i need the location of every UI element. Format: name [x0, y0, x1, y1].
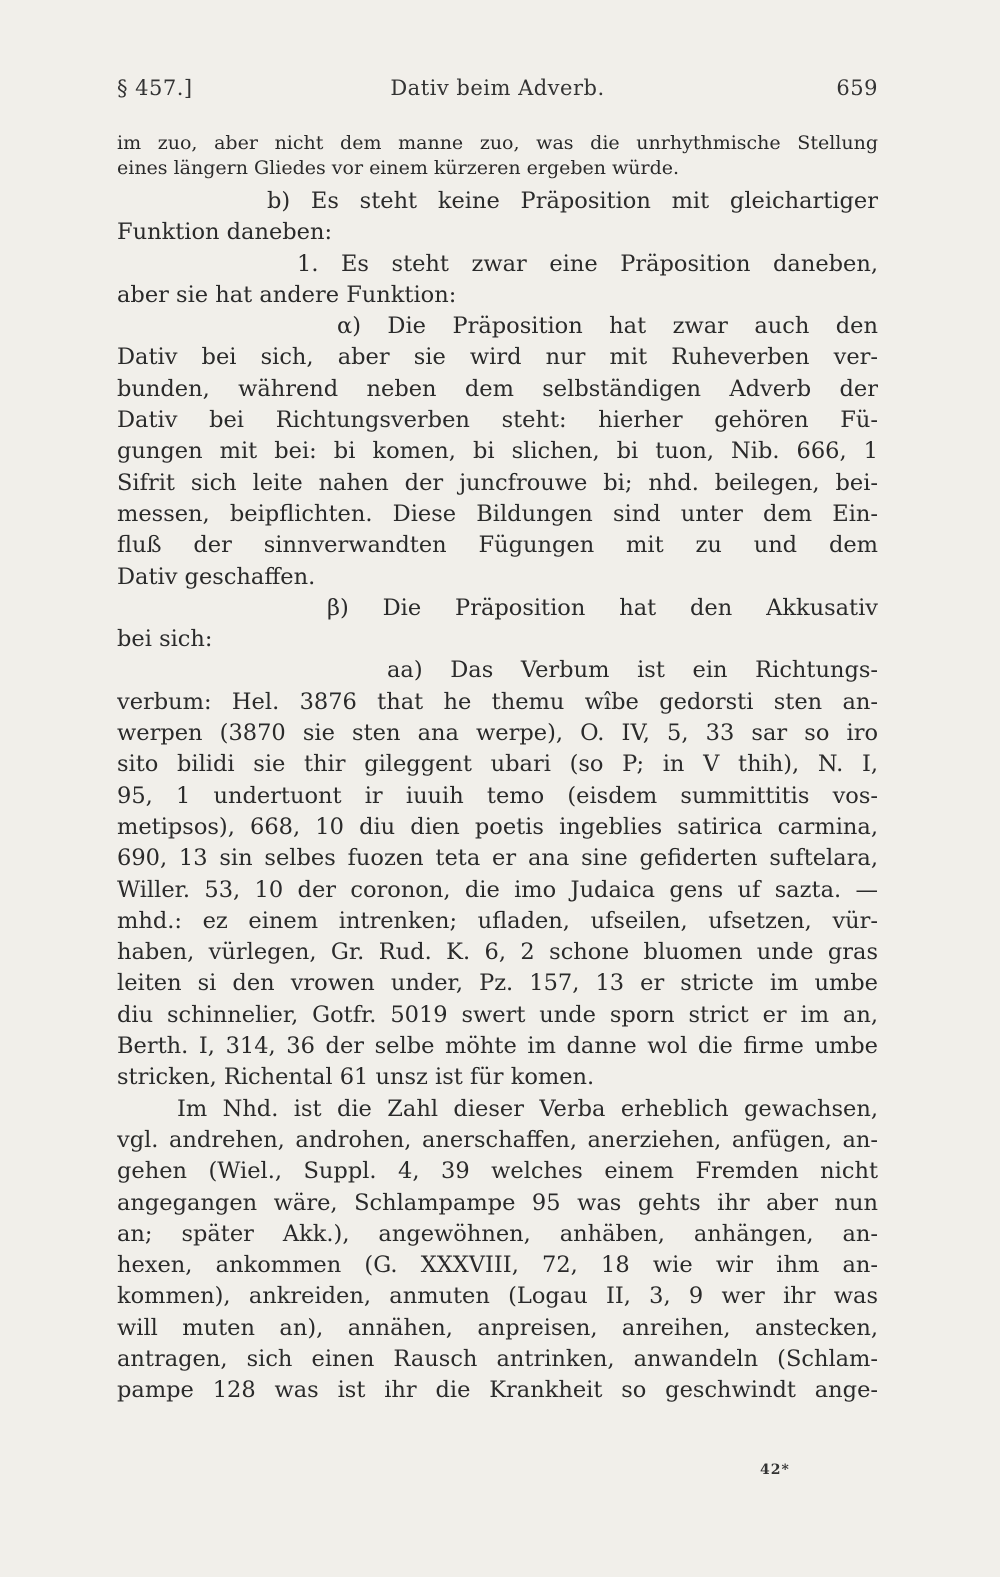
paragraph — [117, 186, 878, 249]
text-line: b) Es steht keine Präposition mit gleichartiger — [267, 188, 878, 214]
text-line: Dativ bei Richtungsverben steht: hierher gehören Fü- — [117, 407, 878, 434]
text-line: Berth. I, 314, 36 der selbe möhte im danne wol die firme umbe — [117, 1033, 878, 1060]
page-number: 659 — [836, 76, 878, 100]
text-line: vgl. andrehen, androhen, anerschaffen, anerziehen, anfügen, an- — [117, 1126, 878, 1153]
text-line: metipsos), 668, 10 diu dien poetis ingeblies satirica carmina, — [117, 813, 878, 840]
text-line: bei sich: — [117, 626, 213, 653]
body-text — [117, 131, 878, 1407]
text-line: diu schinnelier, Gotfr. 5019 swert unde sporn strict er im an, — [117, 1001, 878, 1028]
text-line: β) Die Präposition hat den Akkusativ — [327, 594, 878, 621]
text-line: Willer. 53, 10 der coronon, die imo Judaica gens uf sazta. — — [117, 876, 878, 903]
text-line: sito bilidi sie thir gileggent ubari (so P; in V thih), N. I, — [117, 751, 878, 778]
text-line: Im Nhd. ist die Zahl dieser Verba erheblich gewachsen, — [177, 1095, 878, 1122]
text-line: verbum: Hel. 3876 that he themu wîbe gedorsti sten an- — [117, 688, 878, 715]
paragraph — [117, 249, 878, 312]
text-line: werpen (3870 sie sten ana werpe), O. IV, 5, 33 sar so iro — [117, 720, 878, 747]
text-line: mhd.: ez einem intrenken; ufladen, ufseilen, ufsetzen, vür- — [117, 907, 878, 934]
text-line: aber sie hat andere Funktion: — [117, 281, 457, 308]
text-line: eines längern Gliedes vor einem kürzeren ergeben würde. — [117, 156, 680, 179]
text-line: Funktion daneben: — [117, 219, 333, 246]
text-line: bunden, während neben dem selbständigen Adverb der — [117, 375, 878, 402]
text-line: hexen, ankommen (G. XXXVIII, 72, 18 wie wir ihm an- — [117, 1252, 878, 1279]
signature-mark: 42* — [760, 1462, 790, 1478]
text-line: 690, 13 sin selbes fuozen teta er ana sine gefiderten suftelara, — [117, 845, 878, 872]
section-number: § 457.] — [117, 76, 193, 100]
paragraph — [117, 655, 878, 1093]
text-line: will muten an), annähen, anpreisen, anreihen, anstecken, — [117, 1314, 878, 1341]
text-line: kommen), ankreiden, anmuten (Logau II, 3, 9 wer ihr was — [117, 1283, 878, 1310]
text-line: α) Die Präposition hat zwar auch den — [337, 313, 878, 340]
text-line: pampe 128 was ist ihr die Krankheit so geschwindt ange- — [117, 1377, 878, 1404]
paragraph — [117, 131, 878, 180]
text-line: Dativ bei sich, aber sie wird nur mit Ruheverben ver- — [117, 344, 878, 371]
paragraph — [117, 1094, 878, 1407]
text-line: gungen mit bei: bi komen, bi slichen, bi tuon, Nib. 666, 1 — [117, 438, 878, 465]
text-line: fluß der sinnverwandten Fügungen mit zu und dem — [117, 532, 878, 559]
text-line: an; später Akk.), angewöhnen, anhäben, anhängen, an- — [117, 1220, 878, 1247]
text-line: angegangen wäre, Schlampampe 95 was gehts ihr aber nun — [117, 1189, 878, 1216]
running-title: Dativ beim Adverb. — [390, 76, 605, 100]
text-line: 1. Es steht zwar eine Präposition daneben, — [297, 250, 878, 277]
paragraph — [117, 593, 878, 656]
text-line: haben, vürlegen, Gr. Rud. K. 6, 2 schone bluomen unde gras — [117, 939, 878, 966]
text-line: aa) Das Verbum ist ein Richtungs- — [387, 657, 878, 684]
text-line: 95, 1 undertuont ir iuuih temo (eisdem summittitis vos- — [117, 782, 878, 809]
text-line: antragen, sich einen Rausch antrinken, anwandeln (Schlam- — [117, 1345, 878, 1372]
text-line: messen, beipflichten. Diese Bildungen sind unter dem Ein- — [117, 500, 878, 527]
text-line: gehen (Wiel., Suppl. 4, 39 welches einem Fremden nicht — [117, 1158, 878, 1185]
text-line: leiten si den vrowen under, Pz. 157, 13 er stricte im umbe — [117, 970, 878, 997]
text-line: stricken, Richental 61 unsz ist für komen. — [117, 1064, 595, 1091]
text-line: im zuo, aber nicht dem manne zuo, was die unrhythmische Stellung — [117, 132, 878, 154]
text-line: Dativ geschaffen. — [117, 563, 316, 590]
text-line: Sifrit sich leite nahen der juncfrouwe bi; nhd. beilegen, bei- — [117, 469, 878, 496]
paragraph — [117, 311, 878, 593]
